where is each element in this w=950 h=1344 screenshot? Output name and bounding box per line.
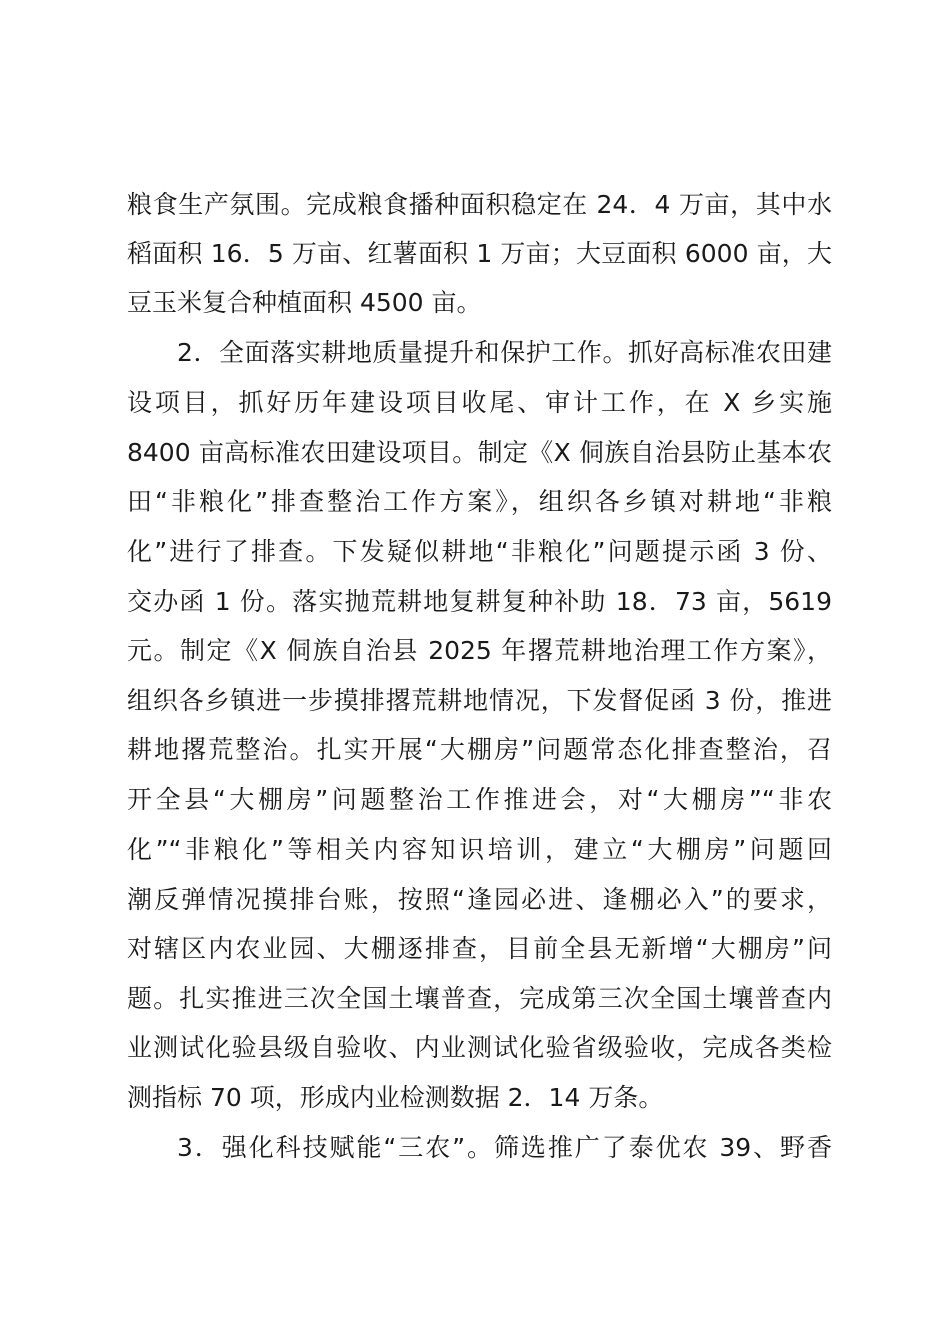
text-line: 8400 亩高标准农田建设项目。制定《X 侗族自治县防止基本农 [127,438,832,467]
text-line: 业测试化验县级自验收、内业测试化验省级验收，完成各类检 [127,1033,832,1062]
text-line: 田“非粮化”排查整治工作方案》，组织各乡镇对耕地“非粮 [127,487,832,516]
text-line: 稻面积 16．5 万亩、红薯面积 1 万亩；大豆面积 6000 亩，大 [127,239,832,268]
paragraph-heading-line: 3．强化科技赋能“三农”。筛选推广了泰优农 39、野香 [177,1133,832,1162]
paragraph-heading-line: 2．全面落实耕地质量提升和保护工作。抓好高标准农田建 [177,338,832,367]
text-line: 开全县“大棚房”问题整治工作推进会，对“大棚房”“非农 [127,785,832,814]
text-line: 豆玉米复合种植面积 4500 亩。 [127,288,482,317]
text-line: 化”进行了排查。下发疑似耕地“非粮化”问题提示函 3 份、 [127,537,832,566]
text-line: 设项目，抓好历年建设项目收尾、审计工作，在 X 乡实施 [127,388,832,417]
text-line: 潮反弹情况摸排台账，按照“逢园必进、逢棚必入”的要求， [127,885,832,914]
text-line: 测指标 70 项，形成内业检测数据 2．14 万条。 [127,1083,664,1112]
text-line: 对辖区内农业园、大棚逐排查，目前全县无新增“大棚房”问 [127,934,832,963]
text-line: 化”“非粮化”等相关内容知识培训，建立“大棚房”问题回 [127,835,832,864]
text-line: 耕地撂荒整治。扎实开展“大棚房”问题常态化排查整治，召 [127,735,832,764]
text-line: 粮食生产氛围。完成粮食播种面积稳定在 24．4 万亩，其中水 [127,190,832,219]
text-line: 交办函 1 份。落实抛荒耕地复耕复种补助 18．73 亩，5619 [127,587,832,616]
text-line: 题。扎实推进三次全国土壤普查，完成第三次全国土壤普查内 [127,984,832,1013]
text-line: 元。制定《X 侗族自治县 2025 年撂荒耕地治理工作方案》， [127,636,832,665]
text-line: 组织各乡镇进一步摸排撂荒耕地情况，下发督促函 3 份，推进 [127,686,832,715]
